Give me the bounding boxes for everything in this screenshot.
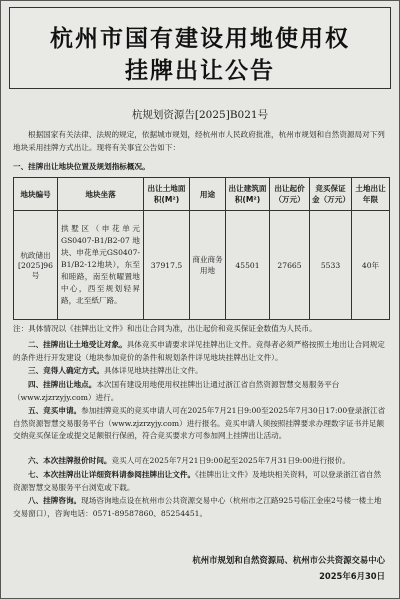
section-3-body: 具体详见地块挂牌出让文件。 bbox=[103, 366, 203, 375]
section-3 bbox=[13, 365, 387, 378]
section-2-body: 具体竞买申请要求详见挂牌出让文件。竞得者必须严格按照土地出让合同规定的条件进行开发建设（地块参加竞价的条件和规划条件详见地块挂牌出让文件）。 bbox=[13, 340, 385, 362]
land-table bbox=[13, 177, 390, 320]
section-8-heading: 八、挂牌咨询。 bbox=[28, 496, 82, 505]
section-7-heading: 七、本次挂牌出让详细资料请参阅挂牌出让文件。 bbox=[28, 470, 196, 479]
section-3-heading: 三、竞得人确定方式。 bbox=[28, 366, 104, 375]
section-4-body: 本次国有建设用地使用权挂牌出让通过浙江省自然资源智慧交易服务平台（www.zjzrzyjy.com）进行。 bbox=[13, 380, 340, 402]
section-4 bbox=[13, 379, 387, 404]
section-6 bbox=[13, 455, 387, 468]
footer-organization: 杭州市规划和自然资源局、杭州市公共资源交易中心 bbox=[192, 555, 385, 565]
title-box bbox=[9, 7, 391, 89]
header-location: 地块坐落 bbox=[58, 178, 144, 211]
title-line-2: 挂牌出让公告 bbox=[125, 58, 275, 84]
section-5-heading: 五、竞买申请。 bbox=[28, 406, 82, 415]
section-4-heading: 四、挂牌出让地点。 bbox=[28, 380, 97, 389]
cell-land-area: 37917.5 bbox=[144, 211, 190, 320]
header-plot-id: 地块编号 bbox=[14, 178, 58, 211]
cell-plot-id: 杭政储出[2025]96号 bbox=[14, 211, 58, 320]
cell-start-price: 27665 bbox=[270, 211, 310, 320]
section-8-body: 现场咨询地点设在杭州市公共资源交易中心（杭州市之江路925号临江金座2号楼一楼土地交易窗口），咨询电话：0571-89587860、85254451。 bbox=[13, 496, 382, 518]
section-7-body: 《挂牌出让文件》及地块相关资料，可以登录浙江省自然资源智慧交易服务平台浏览或下载。 bbox=[13, 470, 382, 492]
footer-date: 2025年6月30日 bbox=[319, 571, 385, 581]
header-building-area: 出让建筑面积(M²) bbox=[226, 178, 270, 211]
cell-building-area: 45501 bbox=[226, 211, 270, 320]
cell-term: 40年 bbox=[352, 211, 390, 320]
header-term: 土地出让年限 bbox=[352, 178, 390, 211]
document-number: 杭规划资源告[2025]B021号 bbox=[131, 109, 269, 121]
section-2-heading: 二、挂牌出让土地受让对象。 bbox=[28, 340, 127, 349]
table-note: 注：具体情况以《挂牌出让文件》和出让合同为准，出让起价和竞买保证金数值为人民币。 bbox=[13, 324, 317, 333]
section-8 bbox=[13, 495, 387, 520]
section-7 bbox=[13, 469, 387, 494]
section-1-title: 一、挂牌出让地块位置及规划指标概况。 bbox=[13, 162, 150, 171]
table-row bbox=[14, 211, 390, 320]
table-header-row bbox=[14, 178, 390, 211]
header-land-area: 出让土地面积(M²) bbox=[144, 178, 190, 211]
cell-location: 拱墅区（申花单元GS0407-B1/B2-07地块、申花单元GS0407-B1/B2-12地块），东至和睦路，南至杭曜置地中心，西至规划轻昇路，北至紙厂路。 bbox=[58, 211, 144, 320]
section-5 bbox=[13, 405, 387, 443]
cell-deposit: 5533 bbox=[310, 211, 352, 320]
header-deposit: 竞买保证金（万元） bbox=[310, 178, 352, 211]
header-use: 用途 bbox=[190, 178, 226, 211]
section-6-body: 竞买人可在2025年7月21日9:00起至2025年7月31日9:00进行报价。 bbox=[111, 456, 350, 465]
header-start-price: 出让起价（万元） bbox=[270, 178, 310, 211]
section-5-body: 参加挂牌竞买的竞买申请人可在2025年7月21日9:00至2025年7月30日17:00登录浙江省自然资源智慧交易服务平台（www.zjzrzyjy.com）进行报名。竞买申请人须按照挂牌要求办理数字证书并足额交纳竞买保证金或提交足额银行保函，符合竞买要求方可参加网上挂牌出让活动。 bbox=[13, 406, 386, 440]
cell-use: 商业商务用地 bbox=[190, 211, 226, 320]
section-6-heading: 六、本次挂牌报价时间。 bbox=[28, 456, 112, 465]
title-line-1: 杭州市国有建设用地使用权 bbox=[50, 26, 350, 52]
intro-paragraph: 根据国家有关法律、法规的规定，依据城市规划，经杭州市人民政府批准，杭州市规划和自然资源局对下列地块采用挂牌方式出让。现将有关事宜公告如下： bbox=[13, 130, 385, 152]
section-2 bbox=[13, 339, 387, 364]
